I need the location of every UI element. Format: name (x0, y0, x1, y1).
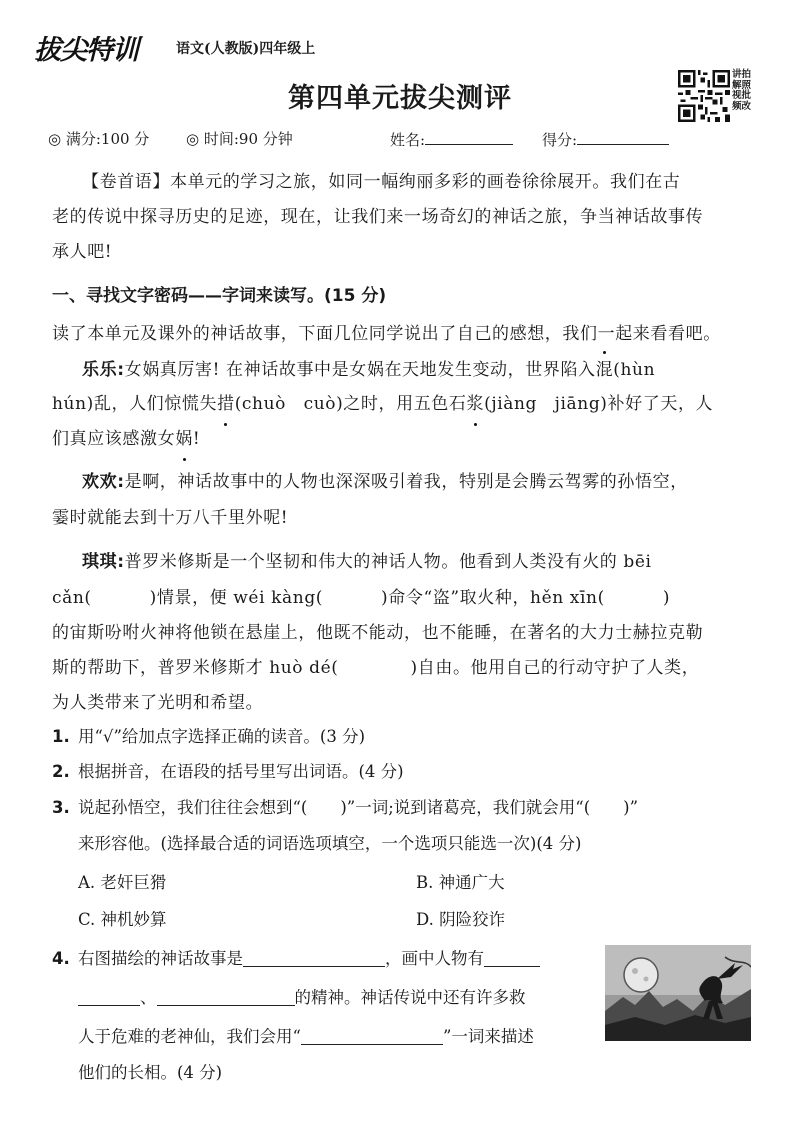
question-text: 用“√”给加点字选择正确的读音。(3 分) (78, 727, 366, 746)
qiqi-line (52, 582, 762, 615)
speaker-name: 琪琪: (82, 552, 125, 572)
answer-blank[interactable] (484, 948, 540, 967)
qr-caption-char: 改 (741, 100, 752, 112)
qr-caption-char: 频 (732, 100, 742, 112)
intro-line: 【卷首语】本单元的学习之旅，如同一幅绚丽多彩的画卷徐徐展开。我们在古 (82, 172, 681, 192)
text: hún)乱，人们惊慌失 (52, 394, 218, 414)
name-field[interactable] (390, 128, 513, 150)
full-score: ◎ 满分:100 分 (48, 130, 150, 148)
option-a[interactable]: A. 老奸巨猾 (78, 873, 167, 892)
qr-code-icon[interactable] (678, 70, 730, 122)
question-text: 根据拼音，在语段的括号里写出词语。(4 分) (78, 762, 404, 781)
option-c[interactable]: C. 神机妙算 (78, 910, 167, 929)
page-title: 第四单元拔尖测评 (288, 83, 512, 114)
dotted-char[interactable]: 混 (596, 354, 614, 387)
question-text: 右图描绘的神话故事是 (78, 949, 243, 968)
intro-line: 承人吧! (52, 242, 113, 262)
question-number: 1. (52, 727, 70, 746)
answer-blank[interactable] (243, 948, 385, 967)
qr-caption (732, 70, 754, 112)
lele-line (52, 388, 762, 421)
question-text: 人于危难的老神仙，我们会用“ (78, 1027, 301, 1046)
intro-line: 老的传说中探寻历史的足迹，现在，让我们来一场奇幻的神话之旅，争当神话故事传 (52, 207, 704, 227)
question-number: 2. (52, 762, 70, 781)
time-limit: ◎ 时间:90 分钟 (186, 130, 293, 148)
question-number: 4. (52, 949, 70, 968)
qr-caption-char: 照 (741, 79, 752, 91)
score-blank[interactable] (577, 128, 669, 145)
text: )情景，便 wéi kàng( (149, 588, 324, 608)
huanhuan-line: 霎时就能去到十万八千里外呢! (52, 508, 289, 528)
question-4-line2 (78, 983, 526, 1013)
qr-caption-char: 解 (732, 79, 742, 91)
lele-line (82, 354, 792, 387)
text: ) (662, 588, 671, 608)
answer-blank[interactable] (157, 987, 295, 1006)
text: (chuò cuò)之时，用五色石 (234, 394, 467, 414)
answer-blank[interactable] (301, 1026, 443, 1045)
question-2 (52, 757, 404, 787)
myth-illustration (605, 945, 751, 1041)
question-4-line4: 他们的长相。(4 分) (78, 1063, 223, 1082)
qr-caption-char: 拍 (741, 69, 752, 80)
option-b[interactable]: B. 神通广大 (416, 873, 505, 892)
question-3-cont: 来形容他。(选择最合适的词语选项填空，一个选项只能选一次)(4 分) (78, 834, 582, 853)
score-field[interactable] (542, 128, 669, 150)
text: )自由。他用自己的行动守护了人类， (410, 658, 700, 678)
question-text: 说起孙悟空，我们往往会想到“( )”一词;说到诸葛亮，我们就会用“( )” (78, 798, 639, 817)
score-label: 得分: (542, 131, 578, 149)
answer-blank[interactable] (78, 987, 140, 1006)
text: (hùn (613, 360, 656, 380)
lele-line (52, 423, 762, 456)
text: 们真应该感激女 (52, 429, 176, 449)
text: )命令“盗”取火种，hěn xīn( (381, 588, 605, 608)
text: cǎn( (52, 588, 92, 608)
speaker-name: 欢欢: (82, 472, 125, 492)
text: 普罗米修斯是一个坚韧和伟大的神话人物。他看到人类没有火的 bēi (124, 552, 652, 572)
question-text: ”一词来描述 (442, 1027, 534, 1046)
text: 是啊，神话故事中的人物也深深吸引着我，特别是会腾云驾雾的孙悟空， (124, 472, 688, 492)
question-3 (52, 793, 638, 823)
question-4-line3 (78, 1022, 534, 1052)
question-text: 的精神。神话传说中还有许多救 (294, 988, 526, 1007)
question-1 (52, 722, 365, 752)
section-heading: 一、寻找文字密码——字词来读写。(15 分) (52, 286, 387, 306)
speaker-name: 乐乐: (82, 360, 125, 380)
qiqi-line (82, 546, 792, 579)
question-text: 、 (140, 988, 157, 1007)
dotted-char[interactable]: 浆 (467, 388, 485, 421)
subject-label: 语文(人教版)四年级上 (176, 41, 316, 57)
text: 斯的帮助下，普罗米修斯才 huò dé( (52, 658, 339, 678)
section-lead: 读了本单元及课外的神话故事，下面几位同学说出了自己的感想，我们一起来看看吧。 (52, 324, 721, 344)
huanhuan-line (82, 466, 792, 499)
dotted-char[interactable]: 娲 (175, 423, 193, 456)
dotted-char[interactable]: 措 (217, 388, 235, 421)
text: ! (192, 429, 201, 449)
qiqi-line: 为人类带来了光明和希望。 (52, 693, 264, 713)
brand-logo: 拔尖特训 (34, 35, 138, 66)
text: 女娲真厉害! 在神话故事中是女娲在天地发生变动，世界陷入 (124, 360, 596, 380)
qr-caption-char: 讲 (732, 69, 742, 80)
qr-caption-char: 视 (732, 90, 742, 101)
name-label: 姓名: (390, 131, 426, 149)
text: (jiàng jiāng)补好了天，人 (484, 394, 714, 414)
qr-caption-char: 批 (741, 90, 752, 101)
qiqi-line: 的宙斯吩咐火神将他锁在悬崖上，他既不能动，也不能睡，在著名的大力士赫拉克勒 (52, 623, 704, 643)
question-text: ，画中人物有 (385, 949, 484, 968)
question-number: 3. (52, 798, 70, 817)
question-4 (52, 944, 540, 974)
name-blank[interactable] (425, 128, 513, 145)
qiqi-line (52, 652, 762, 685)
option-d[interactable]: D. 阴险狡诈 (416, 910, 506, 929)
